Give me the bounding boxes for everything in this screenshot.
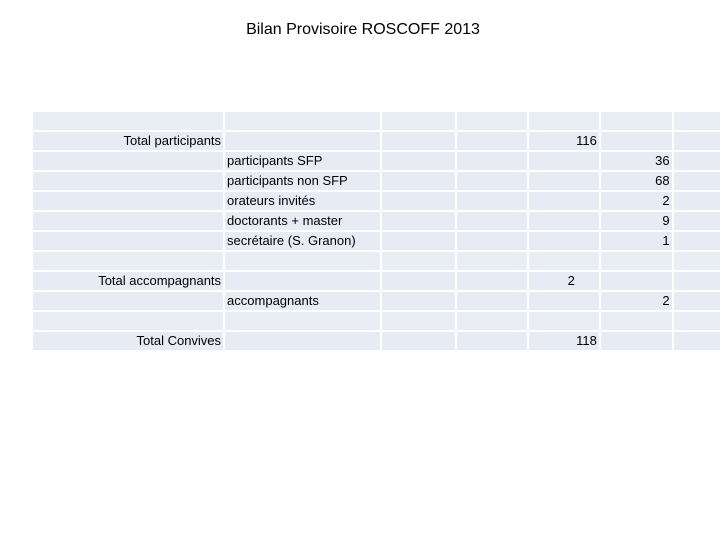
table-row xyxy=(32,131,720,151)
accompagnants-label: accompagnants xyxy=(224,291,381,311)
total-participants-label: Total participants xyxy=(32,131,224,151)
orateurs-label: orateurs invités xyxy=(224,191,381,211)
table-row xyxy=(32,171,720,191)
participants-sfp-value: 36 xyxy=(600,151,673,171)
table-row xyxy=(32,231,720,251)
total-participants-value: 116 xyxy=(528,131,600,151)
participants-non-sfp-label: participants non SFP xyxy=(224,171,381,191)
accompagnants-value: 2 xyxy=(600,291,673,311)
total-accompagnants-label: Total accompagnants xyxy=(32,271,224,291)
summary-table xyxy=(31,110,720,350)
total-accompagnants-value: 2 xyxy=(528,271,600,291)
table-row xyxy=(32,151,720,171)
doctorants-value: 9 xyxy=(600,211,673,231)
doctorants-label: doctorants + master xyxy=(224,211,381,231)
page-title: Bilan Provisoire ROSCOFF 2013 xyxy=(246,21,480,38)
orateurs-value: 2 xyxy=(600,191,673,211)
secretaire-value: 1 xyxy=(600,231,673,251)
participants-sfp-label: participants SFP xyxy=(224,151,381,171)
table-row xyxy=(32,111,720,131)
table-row xyxy=(32,271,720,291)
secretaire-label: secrétaire (S. Granon) xyxy=(224,231,381,251)
table-row xyxy=(32,291,720,311)
total-convives-label: Total Convives xyxy=(32,331,224,350)
table-row xyxy=(32,331,720,350)
table-row xyxy=(32,211,720,231)
table-row xyxy=(32,311,720,331)
participants-non-sfp-value: 68 xyxy=(600,171,673,191)
table-row xyxy=(32,251,720,271)
table-row xyxy=(32,191,720,211)
total-convives-value: 118 xyxy=(528,331,600,350)
